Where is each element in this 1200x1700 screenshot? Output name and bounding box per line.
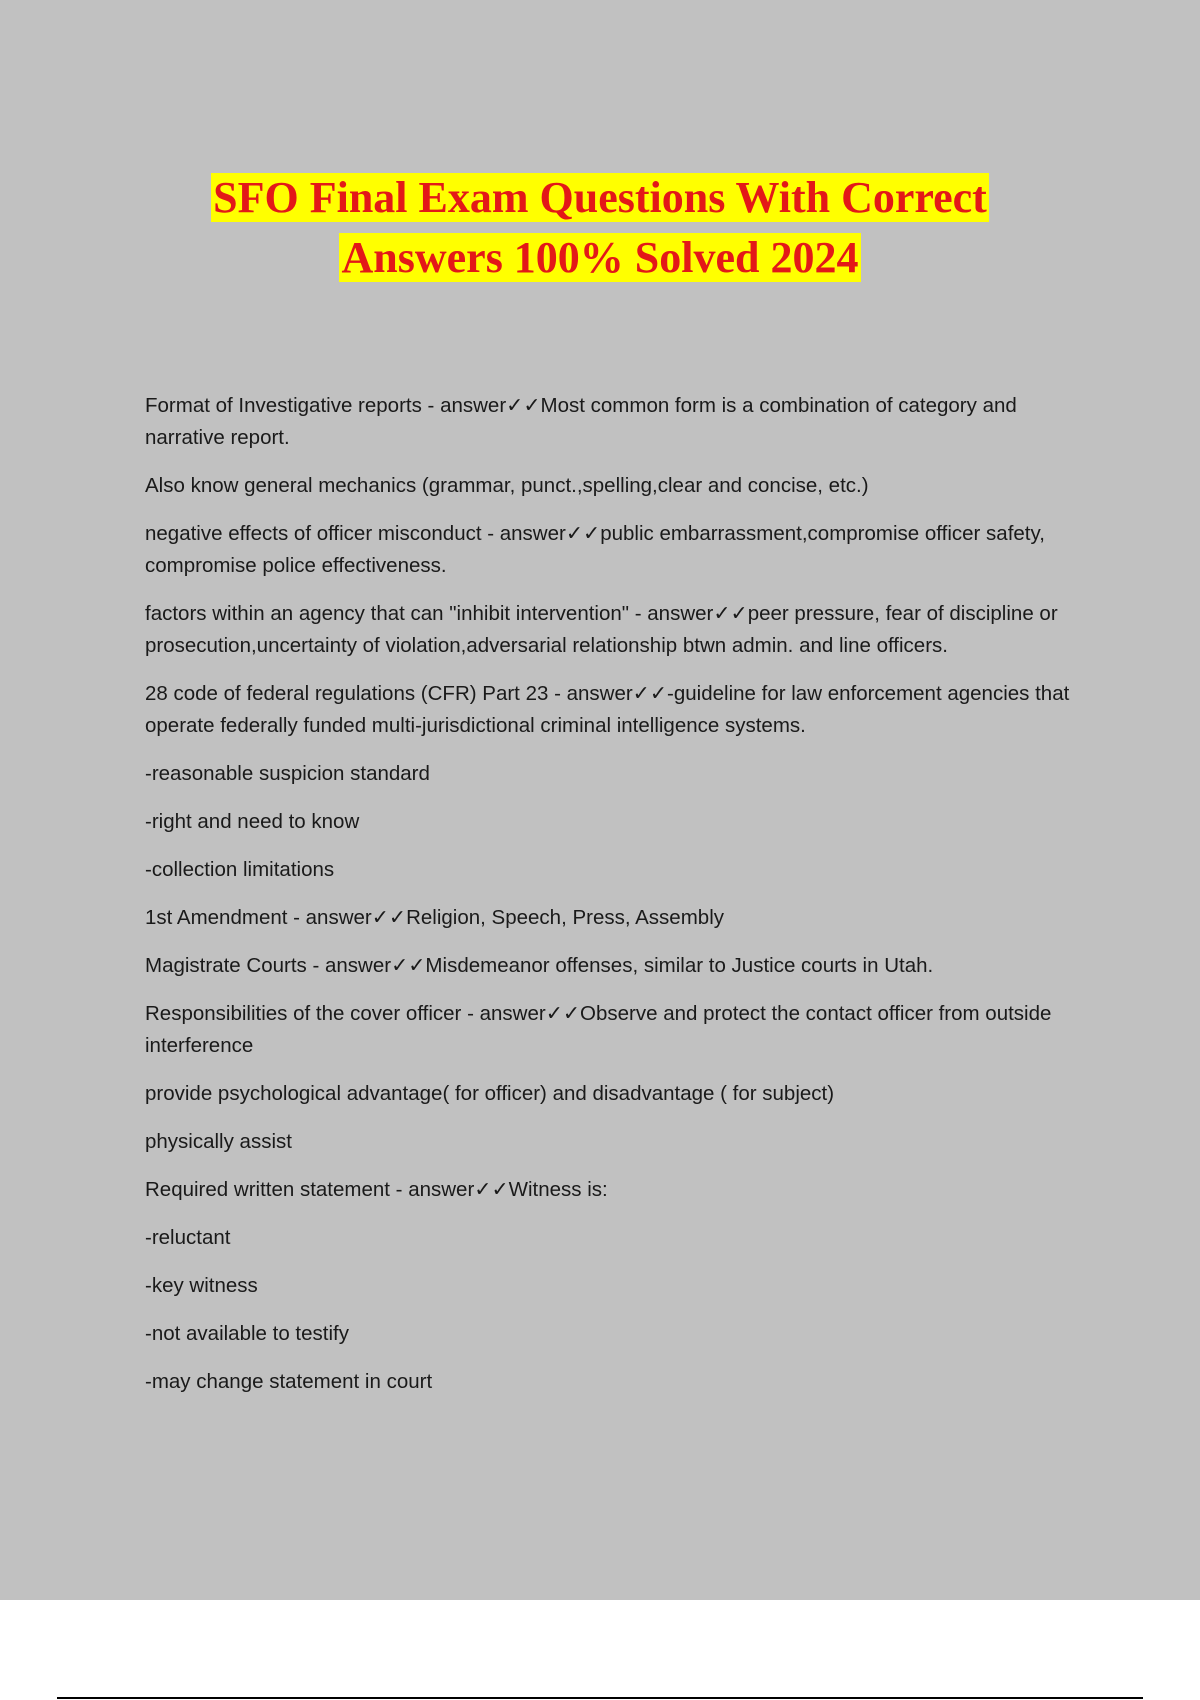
paragraph-first-amendment: 1st Amendment - answer✓✓Religion, Speech, Press, Assembly	[145, 906, 724, 929]
list-item-may-change-statement: -may change statement in court	[145, 1370, 433, 1393]
list-item-key-witness: -key witness	[145, 1274, 258, 1297]
paragraph-psychological-advantage: provide psychological advantage( for officer) and disadvantage ( for subject)	[145, 1082, 835, 1105]
document-body	[145, 390, 1090, 1414]
list-item-reluctant: -reluctant	[145, 1226, 231, 1249]
paragraph-written-statement: Required written statement - answer✓✓Witness is:	[145, 1178, 608, 1201]
paragraph-cfr-part-23: 28 code of federal regulations (CFR) Part 23 - answer✓✓-guideline for law enforcement agencies that operate federally funded multi-jurisdictional criminal intelligence systems.	[145, 682, 1070, 737]
document-title	[0, 168, 1200, 288]
list-item-right-need-to-know: -right and need to know	[145, 810, 360, 833]
paragraph-investigative-reports: Format of Investigative reports - answer✓✓Most common form is a combination of category and narrative report.	[145, 394, 1017, 449]
list-item-not-available: -not available to testify	[145, 1322, 349, 1345]
title-line-1: SFO Final Exam Questions With Correct	[213, 173, 987, 222]
title-line-2: Answers 100% Solved 2024	[341, 233, 859, 282]
paragraph-officer-misconduct: negative effects of officer misconduct - answer✓✓public embarrassment,compromise officer safety, compromise police effectiveness.	[145, 522, 1045, 577]
paragraph-inhibit-intervention: factors within an agency that can "inhibit intervention" - answer✓✓peer pressure, fear of discipline or prosecution,uncertainty of violation,adversarial relationship btwn admin. and line officers.	[145, 602, 1058, 657]
paragraph-general-mechanics: Also know general mechanics (grammar, punct.,spelling,clear and concise, etc.)	[145, 474, 869, 497]
list-item-collection-limitations: -collection limitations	[145, 858, 335, 881]
page-divider	[57, 1697, 1143, 1699]
list-item-reasonable-suspicion: -reasonable suspicion standard	[145, 762, 430, 785]
paragraph-cover-officer: Responsibilities of the cover officer - answer✓✓Observe and protect the contact officer from outside interference	[145, 1002, 1052, 1057]
paragraph-physically-assist: physically assist	[145, 1130, 292, 1153]
paragraph-magistrate-courts: Magistrate Courts - answer✓✓Misdemeanor offenses, similar to Justice courts in Utah.	[145, 954, 934, 977]
